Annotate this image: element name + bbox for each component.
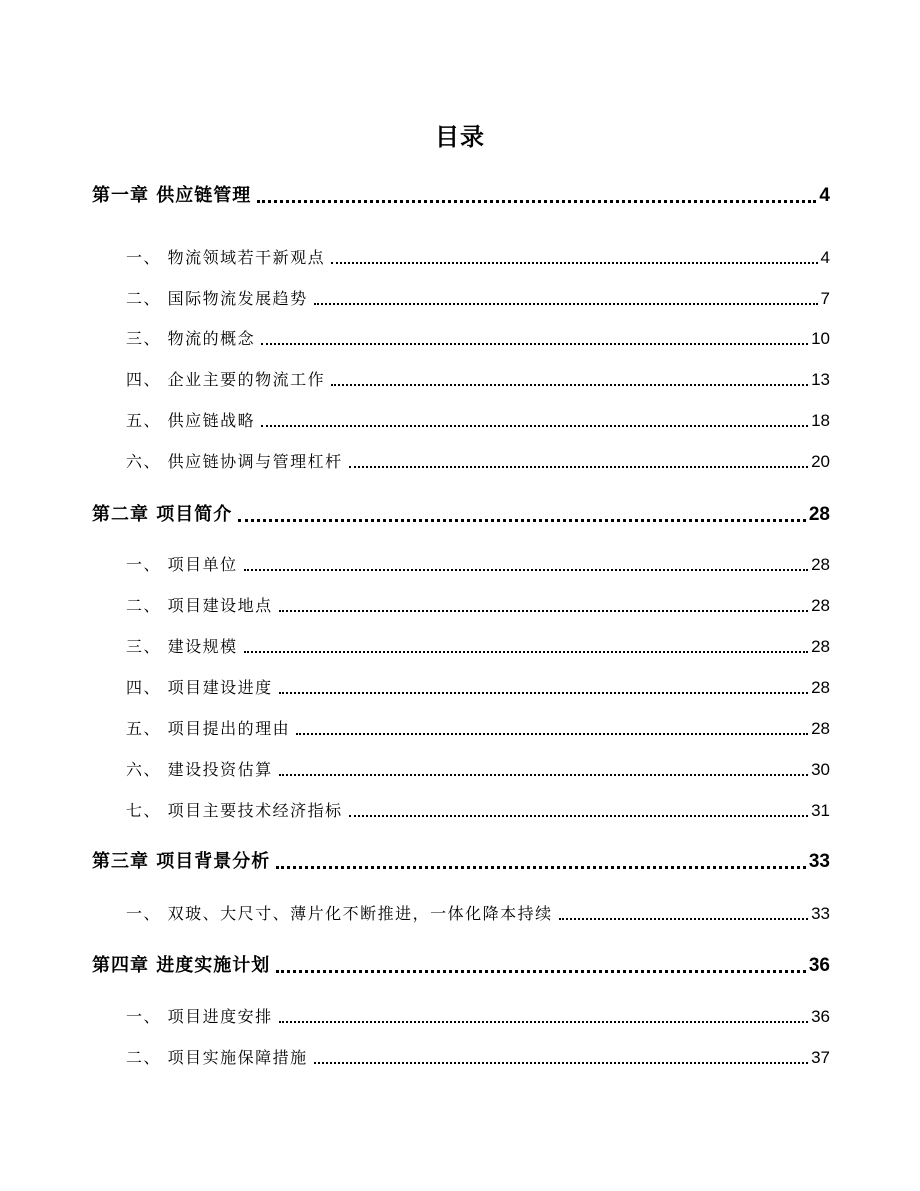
- toc-entry-page: 28: [811, 678, 830, 697]
- dot-leader: [244, 651, 808, 653]
- dot-leader: [257, 200, 816, 203]
- dot-leader: [261, 343, 808, 345]
- toc-entry-label: 二、 项目实施保障措施: [126, 1048, 308, 1067]
- toc-entry-label: 五、 项目提出的理由: [126, 719, 291, 738]
- toc-entry-page: 28: [811, 637, 830, 656]
- toc-section-entry[interactable]: [126, 676, 830, 700]
- dot-leader: [331, 384, 808, 386]
- toc-entry-label: 三、 物流的概念: [126, 329, 256, 348]
- toc-entry-page: 33: [811, 904, 830, 923]
- toc-section-entry[interactable]: [126, 902, 830, 926]
- toc-entry-label: 一、 双玻、大尺寸、薄片化不断推进，一体化降本持续: [126, 904, 553, 923]
- dot-leader: [279, 692, 808, 694]
- toc-entry-page: 33: [808, 851, 830, 872]
- toc-entry-label: 七、 项目主要技术经济指标: [126, 801, 343, 820]
- dot-leader: [279, 610, 808, 612]
- toc-section-entry[interactable]: [126, 327, 830, 351]
- dot-leader: [276, 970, 806, 973]
- toc-section-entry[interactable]: [126, 409, 830, 433]
- toc-section-entry[interactable]: [126, 287, 830, 311]
- toc-entry-page: 10: [811, 329, 830, 348]
- toc-entry-page: 28: [811, 555, 830, 574]
- dot-leader: [279, 1021, 808, 1023]
- toc-entry-label: 六、 建设投资估算: [126, 760, 273, 779]
- toc-entry-label: 四、 企业主要的物流工作: [126, 370, 326, 389]
- toc-entry-label: 五、 供应链战略: [126, 411, 256, 430]
- toc-entry-page: 36: [808, 955, 830, 976]
- toc-entry-label: 第一章 供应链管理: [92, 185, 252, 206]
- toc-title: 目录: [435, 123, 485, 151]
- toc-entry-label: 一、 项目进度安排: [126, 1007, 273, 1026]
- toc-section-entry[interactable]: [126, 799, 830, 823]
- toc-entry-page: 28: [808, 504, 830, 525]
- toc-section-entry[interactable]: [126, 450, 830, 474]
- dot-leader: [296, 733, 808, 735]
- toc-section-entry[interactable]: [126, 1046, 830, 1070]
- toc-entry-page: 13: [811, 370, 830, 389]
- dot-leader: [349, 466, 808, 468]
- toc-section-entry[interactable]: [126, 1005, 830, 1029]
- toc-section-entry[interactable]: [126, 553, 830, 577]
- dot-leader: [279, 774, 808, 776]
- toc-entry-page: 30: [811, 760, 830, 779]
- dot-leader: [559, 918, 808, 920]
- toc-entry-label: 第二章 项目简介: [92, 504, 233, 525]
- toc-section-entry[interactable]: [126, 594, 830, 618]
- toc-entry-label: 三、 建设规模: [126, 637, 238, 656]
- dot-leader: [331, 262, 817, 264]
- toc-chapter-entry[interactable]: [92, 183, 830, 209]
- dot-leader: [244, 569, 808, 571]
- toc-section-entry[interactable]: [126, 758, 830, 782]
- toc-entry-page: 28: [811, 596, 830, 615]
- toc-entry-label: 第四章 进度实施计划: [92, 955, 271, 976]
- toc-chapter-entry[interactable]: [92, 502, 830, 528]
- toc-entry-label: 六、 供应链协调与管理杠杆: [126, 452, 343, 471]
- toc-entry-label: 一、 项目单位: [126, 555, 238, 574]
- toc-section-entry[interactable]: [126, 635, 830, 659]
- toc-section-entry[interactable]: [126, 717, 830, 741]
- dot-leader: [261, 425, 808, 427]
- dot-leader: [276, 866, 806, 869]
- toc-entry-page: 7: [820, 289, 830, 308]
- toc-entry-label: 二、 国际物流发展趋势: [126, 289, 308, 308]
- toc-entry-page: 20: [811, 452, 830, 471]
- toc-entry-page: 18: [811, 411, 830, 430]
- toc-section-entry[interactable]: [126, 246, 830, 270]
- toc-entry-page: 4: [820, 248, 830, 267]
- toc-entry-label: 第三章 项目背景分析: [92, 851, 271, 872]
- toc-entry-page: 36: [811, 1007, 830, 1026]
- dot-leader: [238, 519, 806, 522]
- toc-chapter-entry[interactable]: [92, 849, 830, 875]
- toc-entry-label: 二、 项目建设地点: [126, 596, 273, 615]
- toc-entry-label: 一、 物流领域若干新观点: [126, 248, 326, 267]
- toc-entry-page: 37: [811, 1048, 830, 1067]
- dot-leader: [349, 815, 808, 817]
- toc-section-entry[interactable]: [126, 368, 830, 392]
- dot-leader: [314, 1062, 808, 1064]
- toc-entry-page: 28: [811, 719, 830, 738]
- toc-entry-page: 4: [819, 185, 830, 206]
- dot-leader: [314, 303, 818, 305]
- toc-chapter-entry[interactable]: [92, 953, 830, 979]
- toc-entry-label: 四、 项目建设进度: [126, 678, 273, 697]
- toc-entry-page: 31: [811, 801, 830, 820]
